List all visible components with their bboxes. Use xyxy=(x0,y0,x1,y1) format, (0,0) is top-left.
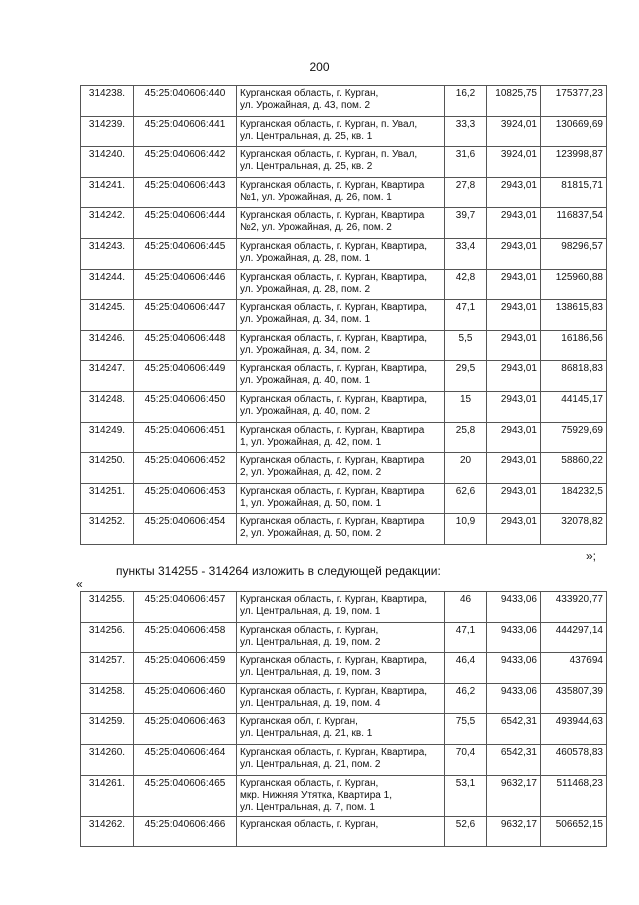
address-cell xyxy=(237,300,445,331)
cadastral-value-cell: 506652,15 xyxy=(541,816,607,847)
unit-price-cell: 3924,01 xyxy=(487,116,541,147)
unit-price-cell: 2943,01 xyxy=(487,177,541,208)
table-row xyxy=(81,361,607,392)
cadastral-value-cell: 175377,23 xyxy=(541,86,607,117)
cadastral-value-cell: 125960,88 xyxy=(541,269,607,300)
cadastral-number-cell: 45:25:040606:442 xyxy=(134,147,237,178)
table-row xyxy=(81,483,607,514)
table-row xyxy=(81,147,607,178)
area-cell: 62,6 xyxy=(445,483,487,514)
address-cell xyxy=(237,683,445,714)
row-number-cell: 314250. xyxy=(81,453,134,484)
address-cell xyxy=(237,391,445,422)
cadastral-value-cell: 493944,63 xyxy=(541,714,607,745)
address-cell xyxy=(237,361,445,392)
table-row xyxy=(81,269,607,300)
address-cell xyxy=(237,238,445,269)
row-number-cell: 314258. xyxy=(81,683,134,714)
address-line: Курганская область, г. Курган, xyxy=(240,624,379,636)
cadastral-value-cell: 32078,82 xyxy=(541,514,607,545)
address-line: Курганская область, г. Курган, Квартира, xyxy=(240,302,428,314)
cadastral-number-cell: 45:25:040606:457 xyxy=(134,592,237,623)
address-line: ул. Центральная, д. 25, кв. 2 xyxy=(240,161,373,173)
unit-price-cell: 2943,01 xyxy=(487,330,541,361)
cadastral-number-cell: 45:25:040606:464 xyxy=(134,744,237,775)
cadastral-number-cell: 45:25:040606:440 xyxy=(134,86,237,117)
address-line: Курганская область, г. Курган, Квартира, xyxy=(240,746,428,758)
table-row xyxy=(81,453,607,484)
table-row xyxy=(81,391,607,422)
address-line: Курганская область, г. Курган, Квартира xyxy=(240,424,425,436)
row-number-cell: 314241. xyxy=(81,177,134,208)
area-cell: 46,4 xyxy=(445,653,487,684)
cadastral-value-cell: 81815,71 xyxy=(541,177,607,208)
area-cell: 27,8 xyxy=(445,177,487,208)
address-line: ул. Центральная, д. 19, пом. 1 xyxy=(240,606,381,617)
cadastral-number-cell: 45:25:040606:465 xyxy=(134,775,237,816)
cadastral-number-cell: 45:25:040606:453 xyxy=(134,483,237,514)
address-line: Курганская область, г. Курган, Квартира, xyxy=(240,240,428,252)
row-number-cell: 314261. xyxy=(81,775,134,816)
row-number-cell: 314242. xyxy=(81,208,134,239)
area-cell: 47,1 xyxy=(445,300,487,331)
area-cell: 29,5 xyxy=(445,361,487,392)
area-cell: 46 xyxy=(445,592,487,623)
cadastral-number-cell: 45:25:040606:460 xyxy=(134,683,237,714)
cadastral-number-cell: 45:25:040606:444 xyxy=(134,208,237,239)
cadastral-number-cell: 45:25:040606:458 xyxy=(134,622,237,653)
row-number-cell: 314260. xyxy=(81,744,134,775)
address-line: 1, ул. Урожайная, д. 50, пом. 1 xyxy=(240,497,382,509)
row-number-cell: 314262. xyxy=(81,816,134,847)
area-cell: 15 xyxy=(445,391,487,422)
cadastral-number-cell: 45:25:040606:448 xyxy=(134,330,237,361)
table-row xyxy=(81,330,607,361)
cadastral-value-cell: 511468,23 xyxy=(541,775,607,816)
area-cell: 5,5 xyxy=(445,330,487,361)
address-cell xyxy=(237,816,445,847)
unit-price-cell: 2943,01 xyxy=(487,453,541,484)
page-number: 200 xyxy=(309,60,330,74)
area-cell: 10,9 xyxy=(445,514,487,545)
cadastral-value-cell: 86818,83 xyxy=(541,361,607,392)
unit-price-cell: 2943,01 xyxy=(487,269,541,300)
unit-price-cell: 6542,31 xyxy=(487,744,541,775)
row-number-cell: 314255. xyxy=(81,592,134,623)
address-line: Курганская область, г. Курган, п. Увал, xyxy=(240,118,418,130)
cadastral-number-cell: 45:25:040606:463 xyxy=(134,714,237,745)
address-line: Курганская область, г. Курган, Квартира, xyxy=(240,363,428,375)
cadastral-number-cell: 45:25:040606:446 xyxy=(134,269,237,300)
table-row xyxy=(81,238,607,269)
address-cell xyxy=(237,653,445,684)
unit-price-cell: 2943,01 xyxy=(487,208,541,239)
cadastral-value-cell: 98296,57 xyxy=(541,238,607,269)
row-number-cell: 314245. xyxy=(81,300,134,331)
cadastral-value-cell: 16186,56 xyxy=(541,330,607,361)
cadastral-value-cell: 433920,77 xyxy=(541,592,607,623)
cadastral-value-cell: 435807,39 xyxy=(541,683,607,714)
area-cell: 70,4 xyxy=(445,744,487,775)
area-cell: 25,8 xyxy=(445,422,487,453)
row-number-cell: 314246. xyxy=(81,330,134,361)
address-line: ул. Урожайная, д. 43, пом. 2 xyxy=(240,100,371,111)
cadastral-number-cell: 45:25:040606:441 xyxy=(134,116,237,147)
address-line: Курганская область, г. Курган, Квартира, xyxy=(240,655,428,667)
address-line: Курганская область, г. Курган, Квартира, xyxy=(240,332,428,344)
cadastral-value-cell: 123998,87 xyxy=(541,147,607,178)
unit-price-cell: 9632,17 xyxy=(487,775,541,816)
address-cell xyxy=(237,177,445,208)
address-line: ул. Центральная, д. 21, пом. 2 xyxy=(240,758,381,770)
table-row xyxy=(81,300,607,331)
cadastral-value-cell: 116837,54 xyxy=(541,208,607,239)
address-line: ул. Урожайная, д. 34, пом. 1 xyxy=(240,314,371,326)
cadastral-number-cell: 45:25:040606:449 xyxy=(134,361,237,392)
unit-price-cell: 2943,01 xyxy=(487,483,541,514)
table-row xyxy=(81,653,607,684)
address-line: ул. Урожайная, д. 40, пом. 1 xyxy=(240,375,371,387)
address-line: №1, ул. Урожайная, д. 26, пом. 1 xyxy=(240,191,392,203)
address-line: ул. Центральная, д. 19, пом. 3 xyxy=(240,667,381,679)
unit-price-cell: 9433,06 xyxy=(487,622,541,653)
registry-table-1 xyxy=(80,85,607,545)
cadastral-number-cell: 45:25:040606:459 xyxy=(134,653,237,684)
row-number-cell: 314244. xyxy=(81,269,134,300)
row-number-cell: 314239. xyxy=(81,116,134,147)
cadastral-value-cell: 138615,83 xyxy=(541,300,607,331)
address-line: ул. Урожайная, д. 28, пом. 2 xyxy=(240,283,371,295)
address-cell xyxy=(237,744,445,775)
address-cell xyxy=(237,208,445,239)
cadastral-value-cell: 444297,14 xyxy=(541,622,607,653)
row-number-cell: 314257. xyxy=(81,653,134,684)
unit-price-cell: 2943,01 xyxy=(487,422,541,453)
cadastral-value-cell: 75929,69 xyxy=(541,422,607,453)
address-line: ул. Центральная, д. 25, кв. 1 xyxy=(240,130,373,142)
address-line: ул. Урожайная, д. 34, пом. 2 xyxy=(240,344,371,356)
address-line: ул. Урожайная, д. 28, пом. 1 xyxy=(240,252,371,264)
table-row xyxy=(81,816,607,847)
unit-price-cell: 2943,01 xyxy=(487,300,541,331)
table-row xyxy=(81,744,607,775)
address-cell xyxy=(237,269,445,300)
unit-price-cell: 10825,75 xyxy=(487,86,541,117)
address-line: Курганская область, г. Курган, Квартира xyxy=(240,179,425,191)
address-line: Курганская область, г. Курган, Квартира xyxy=(240,485,425,497)
address-cell xyxy=(237,592,445,623)
address-line: Курганская область, г. Курган, Квартира xyxy=(240,516,425,528)
address-line: Курганская область, г. Курган, Квартира xyxy=(240,455,425,467)
table-row xyxy=(81,86,607,117)
unit-price-cell: 9632,17 xyxy=(487,816,541,847)
unit-price-cell: 6542,31 xyxy=(487,714,541,745)
row-number-cell: 314248. xyxy=(81,391,134,422)
area-cell: 16,2 xyxy=(445,86,487,117)
row-number-cell: 314251. xyxy=(81,483,134,514)
address-line: Курганская область, г. Курган, Квартира, xyxy=(240,393,428,405)
address-line: Курганская область, г. Курган, xyxy=(240,777,379,789)
amendment-instruction: пункты 314255 - 314264 изложить в следующей редакции: xyxy=(116,564,441,578)
unit-price-cell: 9433,06 xyxy=(487,683,541,714)
table-row xyxy=(81,592,607,623)
address-line: ул. Урожайная, д. 40, пом. 2 xyxy=(240,405,371,417)
table-row xyxy=(81,177,607,208)
row-number-cell: 314256. xyxy=(81,622,134,653)
table-row xyxy=(81,116,607,147)
unit-price-cell: 9433,06 xyxy=(487,653,541,684)
address-cell xyxy=(237,514,445,545)
table-row xyxy=(81,422,607,453)
area-cell: 33,4 xyxy=(445,238,487,269)
address-line: 1, ул. Урожайная, д. 42, пом. 1 xyxy=(240,436,382,448)
cadastral-value-cell: 58860,22 xyxy=(541,453,607,484)
unit-price-cell: 2943,01 xyxy=(487,238,541,269)
address-line: Курганская область, г. Курган, п. Увал, xyxy=(240,149,418,161)
address-cell xyxy=(237,775,445,816)
address-cell xyxy=(237,453,445,484)
address-line: Курганская область, г. Курган, Квартира, xyxy=(240,594,428,605)
cadastral-number-cell: 45:25:040606:450 xyxy=(134,391,237,422)
address-cell xyxy=(237,330,445,361)
area-cell: 52,6 xyxy=(445,816,487,847)
area-cell: 20 xyxy=(445,453,487,484)
cadastral-value-cell: 460578,83 xyxy=(541,744,607,775)
closing-quote: »; xyxy=(586,549,597,563)
unit-price-cell: 2943,01 xyxy=(487,391,541,422)
address-line: Курганская обл, г. Курган, xyxy=(240,716,358,728)
opening-quote: « xyxy=(76,577,83,591)
row-number-cell: 314243. xyxy=(81,238,134,269)
cadastral-value-cell: 437694 xyxy=(541,653,607,684)
cadastral-number-cell: 45:25:040606:445 xyxy=(134,238,237,269)
row-number-cell: 314249. xyxy=(81,422,134,453)
address-line: ул. Центральная, д. 19, пом. 2 xyxy=(240,636,381,648)
unit-price-cell: 9433,06 xyxy=(487,592,541,623)
cadastral-value-cell: 44145,17 xyxy=(541,391,607,422)
address-cell xyxy=(237,714,445,745)
address-line: Курганская область, г. Курган, Квартира, xyxy=(240,685,428,697)
cadastral-number-cell: 45:25:040606:466 xyxy=(134,816,237,847)
table-row xyxy=(81,683,607,714)
row-number-cell: 314252. xyxy=(81,514,134,545)
registry-table-2 xyxy=(80,591,607,847)
row-number-cell: 314247. xyxy=(81,361,134,392)
address-line: ул. Центральная, д. 7, пом. 1 xyxy=(240,801,375,813)
address-cell xyxy=(237,116,445,147)
address-line: Курганская область, г. Курган, xyxy=(240,88,379,99)
cadastral-value-cell: 184232,5 xyxy=(541,483,607,514)
area-cell: 31,6 xyxy=(445,147,487,178)
address-line: 2, ул. Урожайная, д. 50, пом. 2 xyxy=(240,528,382,540)
table-row xyxy=(81,714,607,745)
area-cell: 42,8 xyxy=(445,269,487,300)
unit-price-cell: 2943,01 xyxy=(487,514,541,545)
address-cell xyxy=(237,622,445,653)
cadastral-number-cell: 45:25:040606:443 xyxy=(134,177,237,208)
cadastral-number-cell: 45:25:040606:454 xyxy=(134,514,237,545)
area-cell: 33,3 xyxy=(445,116,487,147)
table-row xyxy=(81,514,607,545)
address-cell xyxy=(237,86,445,117)
cadastral-value-cell: 130669,69 xyxy=(541,116,607,147)
address-line: ул. Центральная, д. 19, пом. 4 xyxy=(240,697,381,709)
table-row xyxy=(81,208,607,239)
address-line: ул. Центральная, д. 21, кв. 1 xyxy=(240,728,373,740)
table-row xyxy=(81,775,607,816)
address-cell xyxy=(237,483,445,514)
address-cell xyxy=(237,422,445,453)
area-cell: 47,1 xyxy=(445,622,487,653)
address-line: Курганская область, г. Курган, Квартира xyxy=(240,210,425,222)
table-row xyxy=(81,622,607,653)
unit-price-cell: 2943,01 xyxy=(487,361,541,392)
cadastral-number-cell: 45:25:040606:451 xyxy=(134,422,237,453)
cadastral-number-cell: 45:25:040606:452 xyxy=(134,453,237,484)
address-line: №2, ул. Урожайная, д. 26, пом. 2 xyxy=(240,222,392,234)
cadastral-number-cell: 45:25:040606:447 xyxy=(134,300,237,331)
area-cell: 75,5 xyxy=(445,714,487,745)
unit-price-cell: 3924,01 xyxy=(487,147,541,178)
area-cell: 53,1 xyxy=(445,775,487,816)
area-cell: 46,2 xyxy=(445,683,487,714)
row-number-cell: 314240. xyxy=(81,147,134,178)
address-line: Курганская область, г. Курган, Квартира, xyxy=(240,271,428,283)
row-number-cell: 314259. xyxy=(81,714,134,745)
area-cell: 39,7 xyxy=(445,208,487,239)
row-number-cell: 314238. xyxy=(81,86,134,117)
address-line: 2, ул. Урожайная, д. 42, пом. 2 xyxy=(240,467,382,479)
address-line: Курганская область, г. Курган, xyxy=(240,818,379,830)
address-cell xyxy=(237,147,445,178)
address-line: мкр. Нижняя Утятка, Квартира 1, xyxy=(240,789,392,801)
